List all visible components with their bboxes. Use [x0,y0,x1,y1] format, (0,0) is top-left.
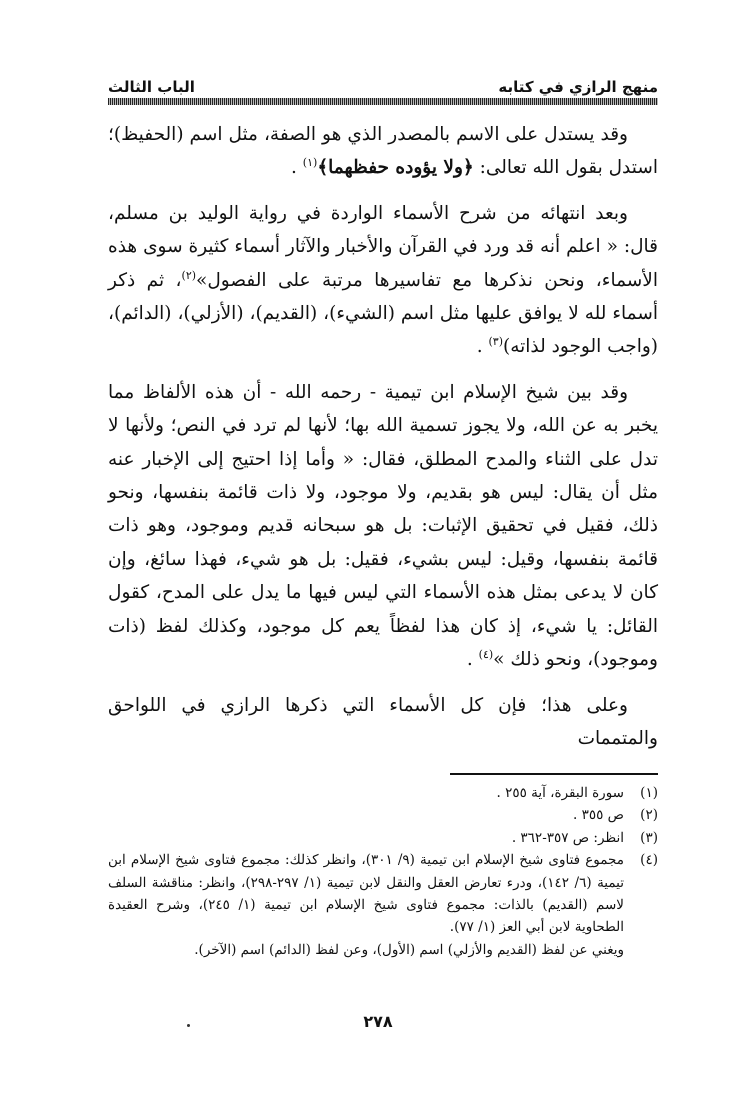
footnote [108,827,658,849]
footnote-text: مجموع فتاوى شيخ الإسلام ابن تيمية (٩/ ٣٠١)، وانظر كذلك: مجموع فتاوى شيخ الإسلام ابن تيمية (٦/ ١٤٢)، ودرء تعارض العقل والنقل لابن تيمية (١/ ٢٩٧-٢٩٨)، وانظر: مناقشة السلف لاسم (القديم) بالذات: مجموع فتاوى شيخ الإسلام ابن تيمية (١/ ٢٤٥)، وشرح العقيدة الطحاوية لابن أبي العز (١/ ٧٧). [108,852,625,936]
main-text [108,118,658,767]
footnotes [108,782,658,961]
paragraph-2-end: . [476,336,489,358]
footnote-text: سورة البقرة، آية ٢٥٥ . [496,785,624,801]
paragraph-3-text: وقد بين شيخ الإسلام ابن تيمية - رحمه الله - أن هذه الألفاظ مما يخبر به عن الله، ولا يجوز تسمية الله بها؛ لأنها لم ترد في النص؛ ولأنها لا تدل على الثناء والمدح المطلق، فقال: « وأما إذا احتيج إلى الإخبار عنه مثل أن يقال: ليس هو بقديم، ولا موجود، ولا ذات قائمة بنفسها، ونحو ذلك، فقيل في تحقيق الإثبات: بل هو سبحانه قديم وموجود، وهو ذات قائمة بنفسها، وقيل: ليس بشيء، فقيل: بل هو شيء، فهذا سائغ، وإن كان لا يدعى بمثل هذه الأسماء التي ليس فيها ما يدل على المدح، كقول القائل: يا شيء، إذ كان هذا لفظاً يعم كل موجود، وكذلك لفظ (ذات وموجود)، ونحو ذلك » [108,381,658,671]
footnote-number: (٢) [640,807,658,824]
page-number: ٢٧٨ [363,1012,393,1031]
footnote-text: ويغني عن لفظ (القديم والأزلي) اسم (الأول)، وعن لفظ (الدائم) اسم (الآخر). [194,941,624,958]
footnote-separator [450,773,658,775]
footnote-ref-1[interactable]: (١) [302,156,318,170]
paragraph-2-text: وبعد انتهائه من شرح الأسماء الواردة في رواية الوليد بن مسلم، قال: « اعلم أنه قد ورد في القرآن والأخبار والآثار أسماء كثيرة سوى هذه الأسماء، ونحن نذكرها مع تفاسيرها مرتبة على الفصول» [108,202,658,291]
footnote-number: (٣) [640,829,658,846]
paragraph-1-end: . [291,157,303,179]
paragraph-1-text: وقد يستدل على الاسم بالمصدر الذي هو الصفة، مثل اسم (الحفيظ)؛ استدل بقول الله تعالى: [108,124,658,179]
footnote [108,939,658,961]
quran-verse: ﴿ولا يؤوده حفظهما﴾ [317,157,474,179]
paragraph-2-text-cont: ، ثم ذكر أسماء لله لا يوافق عليها مثل اسم (الشيء)، (القديم)، (الأزلي)، (الدائم)، (واجب الوجود لذاته) [108,269,658,358]
footnote [108,849,658,939]
paragraph-4-text: وعلى هذا؛ فإن كل الأسماء التي ذكرها الرازي في اللواحق والمتممات [108,694,658,749]
header-book-title: منهج الرازي في كتابه [498,78,658,96]
footnote-ref-4[interactable]: (٤) [478,647,494,661]
footnote-number: (١) [640,785,658,801]
footnote-ref-2[interactable]: (٢) [181,268,197,282]
header-chapter: الباب الثالث [108,78,195,96]
paragraph-3 [108,376,658,677]
footnote-ref-3[interactable]: (٣) [488,335,503,349]
running-header [108,74,658,96]
footnote-text: انظر: ص ٣٥٧-٣٦٢ . [511,829,624,846]
footnote-number: (٤) [640,852,658,869]
paragraph-3-end: . [466,649,479,671]
footnote [108,804,658,826]
paragraph-4 [108,689,658,756]
footnote [108,782,658,804]
footnote-number [624,939,658,961]
footnote-text: ص ٣٥٥ . [573,807,624,824]
paragraph-2 [108,197,658,364]
header-rule [108,98,658,105]
paragraph-1 [108,118,658,185]
